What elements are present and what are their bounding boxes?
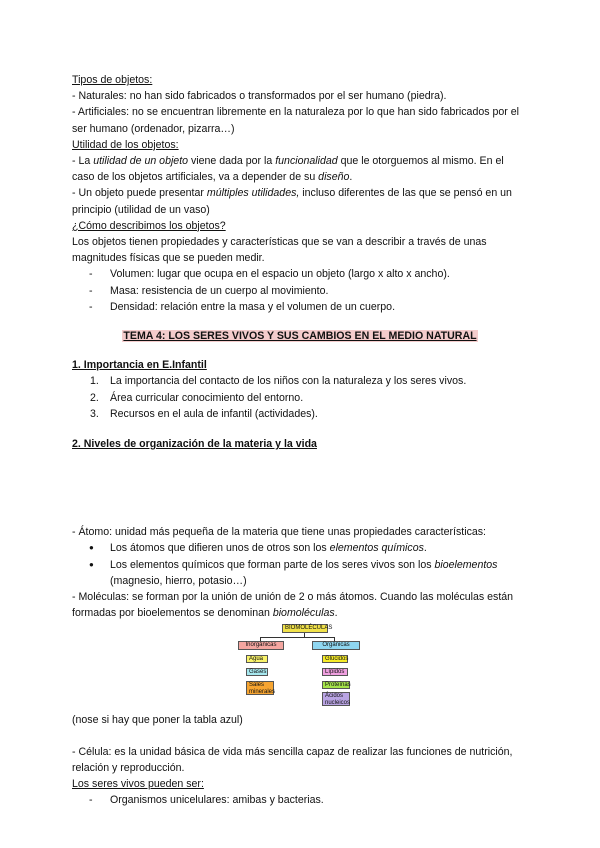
biomoleculas-diagram [236, 624, 366, 706]
seres-vivos-heading: Los seres vivos pueden ser: [72, 778, 204, 791]
atomo-bullets [72, 540, 528, 589]
magnitudes-list [72, 266, 528, 315]
diagram-organicas: Orgánicas [312, 641, 360, 650]
list-item: 2. Área curricular conocimiento del entorno. [90, 391, 304, 404]
list-item: ● Los elementos químicos que forman parte de los seres vivos son los bioelementos (magnesio, hierro, potasio…) [72, 557, 528, 589]
diagram-item-sales: Sales minerales [246, 681, 274, 695]
utilidad-heading: Utilidad de los objetos: [72, 138, 179, 151]
utilidad-paragraph-1: - La utilidad de un objeto viene dada por la funcionalidad que le otorguemos al mismo. En el caso de los objetos artificiales, va a depender de su diseño. [72, 155, 504, 184]
atomo-paragraph: - Átomo: unidad más pequeña de la materia que tiene unas propiedades características: [72, 526, 486, 539]
tema-title: TEMA 4: LOS SERES VIVOS Y SUS CAMBIOS EN EL MEDIO NATURAL [123, 330, 477, 343]
moleculas-paragraph: - Moléculas: se forman por la unión de unión de 2 o más átomos. Cuando las moléculas están formadas por bioelementos se denominan biomoléculas. [72, 591, 514, 620]
list-item: - Densidad: relación entre la masa y el volumen de un cuerpo. [72, 299, 528, 315]
blank-space [72, 452, 528, 524]
diagram-root: BIOMOLÉCULAS [282, 624, 328, 633]
diagram-item-gases: Gases [246, 668, 268, 676]
section-1-list [72, 373, 528, 422]
tipos-naturales: - Naturales: no han sido fabricados o transformados por el ser humano (piedra). [72, 90, 447, 103]
document-page [72, 72, 528, 809]
list-item: - Masa: resistencia de un cuerpo al movimiento. [72, 283, 528, 299]
list-item: 3. Recursos en el aula de infantil (actividades). [90, 407, 318, 420]
diagram-item-glucidos: Glúcidos [322, 655, 348, 663]
tipos-artificiales: - Artificiales: no se encuentran libremente en la naturaleza por lo que han sido fabricados por el ser humano (ordenador, pizarra…) [72, 106, 519, 135]
section-2-heading: 2. Niveles de organización de la materia y la vida [72, 438, 317, 451]
diagram-inorganicas: Inorgánicas [238, 641, 284, 650]
describir-intro: Los objetos tienen propiedades y características que se van a describir a través de unas magnitudes físicas que se pueden medir. [72, 236, 487, 265]
utilidad-paragraph-2: - Un objeto puede presentar múltiples utilidades, incluso diferentes de las que se pensó en un principio (utilidad de un vaso) [72, 187, 512, 216]
tipos-heading: Tipos de objetos: [72, 74, 153, 86]
diagram-item-proteinas: Proteínas [322, 681, 350, 689]
section-1-heading: 1. Importancia en E.Infantil [72, 359, 207, 372]
nota-tabla: (nose si hay que poner la tabla azul) [72, 714, 243, 727]
list-item: ● Los átomos que difieren unos de otros son los elementos químicos. [72, 540, 528, 556]
celula-paragraph: - Célula: es la unidad básica de vida más sencilla capaz de realizar las funciones de nutrición, relación y reproducción. [72, 745, 513, 774]
describir-heading: ¿Cómo describimos los objetos? [72, 219, 226, 232]
list-item: - Organismos unicelulares: amibas y bacterias. [72, 792, 528, 808]
list-item: - Volumen: lugar que ocupa en el espacio un objeto (largo x alto x ancho). [72, 266, 528, 282]
list-item: 1. La importancia del contacto de los niños con la naturaleza y los seres vivos. [90, 375, 467, 388]
diagram-item-acidos: Ácidos nucleicos [322, 692, 350, 706]
diagram-item-agua: Agua [246, 655, 268, 663]
seres-vivos-list [72, 792, 528, 808]
diagram-item-lipidos: Lípidos [322, 668, 348, 676]
